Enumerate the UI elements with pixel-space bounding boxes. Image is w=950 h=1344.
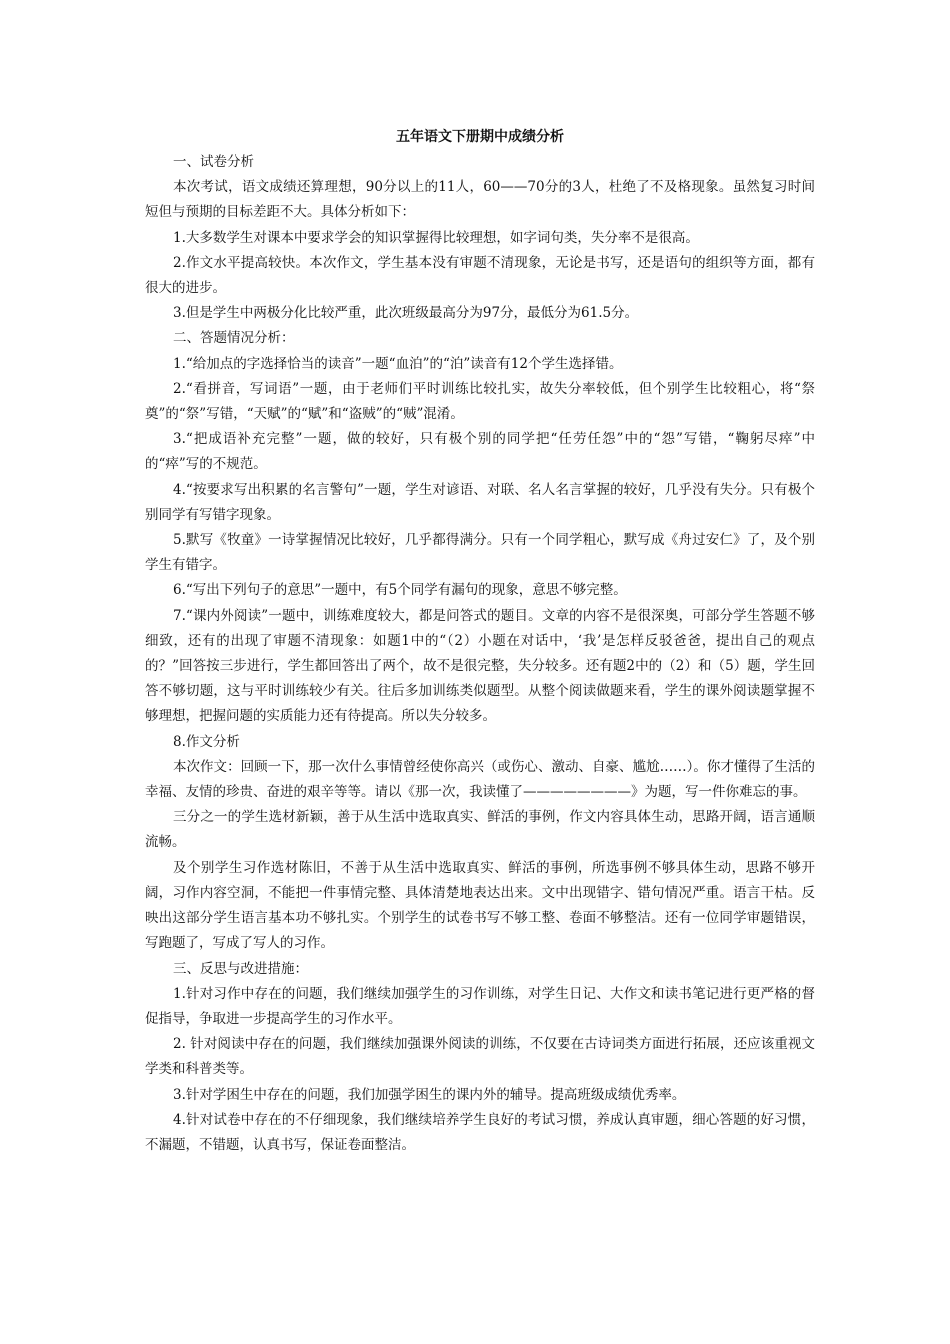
document-page — [145, 124, 815, 1158]
paragraph: 三分之一的学生选材新颖，善于从生活中选取真实、鲜活的事例，作文内容具体生动，思路开阔，语言通顺流畅。 — [145, 809, 815, 851]
paragraph: 2. 针对阅读中存在的问题，我们继续加强课外阅读的训练，不仅要在古诗词类方面进行拓展，还应该重视文学类和科普类等。 — [145, 1036, 815, 1078]
paragraph: 2.作文水平提高较快。本次作文，学生基本没有审题不清现象，无论是书写，还是语句的组织等方面，都有很大的进步。 — [145, 254, 815, 297]
paragraph: 本次考试，语文成绩还算理想，90分以上的11人，60——70分的3人，杜绝了不及格现象。虽然复习时间短但与预期的目标差距不大。具体分析如下： — [145, 179, 815, 221]
paragraph: 4.针对试卷中存在的不仔细现象，我们继续培养学生良好的考试习惯，养成认真审题，细心答题的好习惯，不漏题，不错题，认真书写，保证卷面整洁。 — [145, 1111, 815, 1153]
paragraph: 5.默写《牧童》一诗掌握情况比较好，几乎都得满分。只有一个同学粗心，默写成《舟过安仁》了，及个别学生有错字。 — [145, 532, 815, 574]
paragraph: 7.“课内外阅读”一题中，训练难度较大，都是问答式的题目。文章的内容不是很深奥，可部分学生答题不够细致，还有的出现了审题不清现象：如题1中的“（2）小题在对话中，‘我’是怎样反驳爸爸，提出自己的观点的？”回答按三步进行，学生都回答出了两个，故不是很完整，失分较多。还有题2中的（2）和（5）题，学生回答不够切题，这与平时训练较少有关。往后多加训练类似题型。从整个阅读做题来看，学生的课外阅读题掌握不够理想，把握问题的实质能力还有待提高。所以失分较多。 — [145, 607, 815, 725]
paragraph: 1.大多数学生对课本中要求学会的知识掌握得比较理想，如字词句类，失分率不是很高。 — [173, 229, 699, 246]
section-heading-1: 一、试卷分析 — [173, 154, 254, 170]
document-title: 五年语文下册期中成绩分析 — [396, 129, 564, 145]
paragraph: 2.“看拼音，写词语”一题，由于老师们平时训练比较扎实，故失分率较低，但个别学生比较粗心，将“祭奠”的“祭”写错，“天赋”的“赋”和“盗贼”的“贼”混淆。 — [145, 380, 815, 423]
paragraph: 6.“写出下列句子的意思”一题中，有5个同学有漏句的现象，意思不够完整。 — [173, 582, 627, 599]
paragraph: 3.“把成语补充完整”一题，做的较好，只有极个别的同学把“任劳任怨”中的“怨”写错，“鞠躬尽瘁”中的“瘁”写的不规范。 — [145, 431, 815, 473]
paragraph: 4.“按要求写出积累的名言警句”一题，学生对谚语、对联、名人名言掌握的较好，几乎没有失分。只有极个别同学有写错字现象。 — [145, 481, 815, 523]
paragraph: 及个别学生习作选材陈旧，不善于从生活中选取真实、鲜活的事例，所选事例不够具体生动，思路不够开阔，习作内容空洞，不能把一件事情完整、具体清楚地表达出来。文中出现错字、错句情况严重。语言干枯。反映出这部分学生语言基本功不够扎实。个别学生的试卷书写不够工整、卷面不够整洁。还有一位同学审题错误，写跑题了，写成了写人的习作。 — [145, 859, 815, 952]
subsection-heading: 8.作文分析 — [173, 733, 240, 750]
section-heading-2: 二、答题情况分析： — [173, 330, 295, 347]
paragraph: 1.“给加点的字选择恰当的读音”一题“血泊”的“泊”读音有12个学生选择错。 — [173, 355, 623, 372]
section-heading-3: 三、反思与改进措施： — [173, 960, 308, 977]
paragraph: 3.但是学生中两极分化比较严重，此次班级最高分为97分，最低分为61.5分。 — [173, 305, 639, 322]
paragraph: 本次作文：回顾一下，那一次什么事情曾经使你高兴（或伤心、激动、自豪、尴尬……）。你才懂得了生活的幸福、友情的珍贵、奋进的艰辛等等。请以《那一次，我读懂了————————》为题，写一件你难忘的事。 — [145, 758, 815, 801]
paragraph: 1.针对习作中存在的问题，我们继续加强学生的习作训练，对学生日记、大作文和读书笔记进行更严格的督促指导，争取进一步提高学生的习作水平。 — [145, 985, 815, 1027]
paragraph: 3.针对学困生中存在的问题，我们加强学困生的课内外的辅导。提高班级成绩优秀率。 — [173, 1086, 686, 1103]
